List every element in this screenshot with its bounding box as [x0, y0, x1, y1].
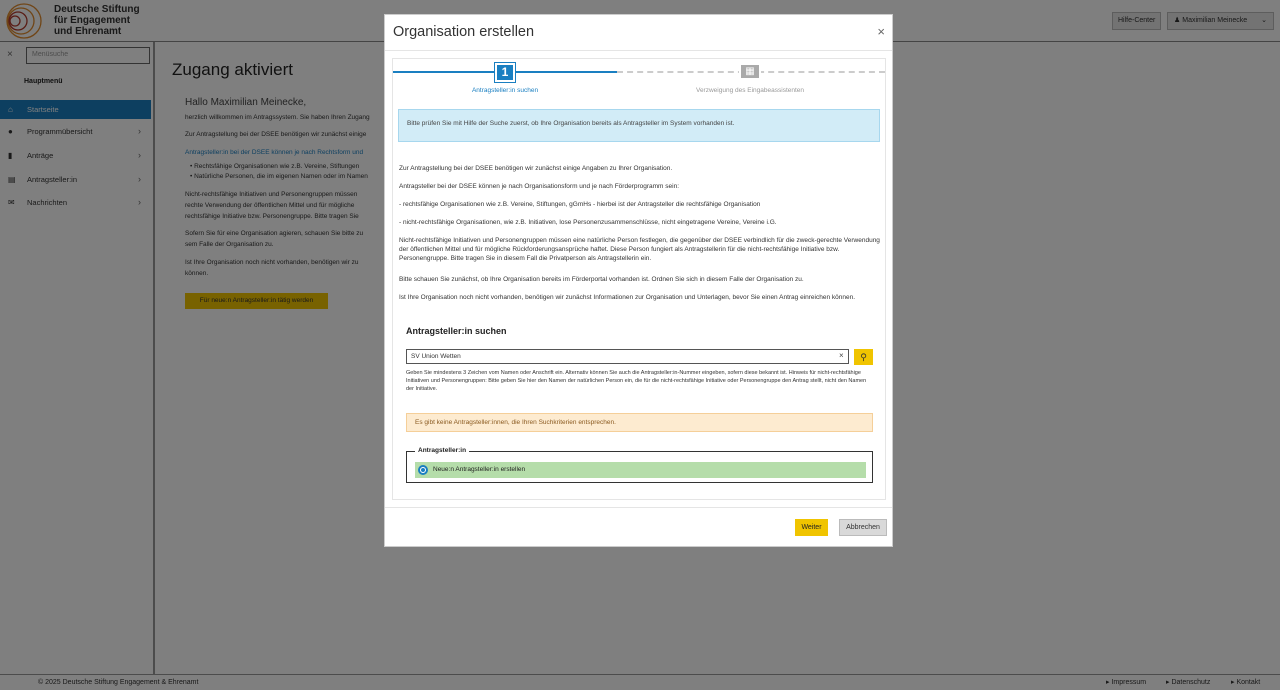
intro-paragraph: Zur Antragstellung bei der DSEE benötigen wir zunächst einige Angaben zu Ihrer Organisation.	[399, 165, 673, 172]
new-applicant-option[interactable]	[415, 462, 866, 478]
create-organisation-dialog	[384, 14, 893, 547]
intro-paragraph: Antragsteller bei der DSEE können je nach Organisationsform und je nach Förderprogramm sein:	[399, 183, 680, 190]
search-button[interactable]	[854, 349, 873, 365]
no-results-warning: Es gibt keine Antragsteller:innen, die Ihren Suchkriterien entsprechen.	[406, 413, 873, 432]
dialog-title: Organisation erstellen	[393, 24, 535, 40]
search-icon: ⚲	[860, 352, 867, 362]
intro-paragraph: - nicht-rechtsfähige Organisationen, wie z.B. Initiativen, lose Personenzusammenschlüsse, nicht eingetragene Vereine, Vereine i.G.	[399, 219, 777, 226]
divider	[385, 50, 892, 51]
cancel-button[interactable]: Abbrechen	[839, 519, 887, 536]
divider	[385, 507, 892, 508]
intro-paragraph: - rechtsfähige Organisationen wie z.B. Vereine, Stiftungen, gGmHs - hierbei ist der Antragsteller die rechtsfähige Organisation	[399, 201, 761, 208]
intro-paragraph: Bitte schauen Sie zunächst, ob Ihre Organisation bereits im Förderportal vorhanden ist. Ordnen Sie sich in diesem Falle der Organisation zu.	[399, 276, 804, 283]
sitemap-icon: ▦	[739, 63, 761, 80]
applicant-fieldset	[406, 447, 873, 483]
step-1-marker: 1	[495, 63, 515, 82]
intro-paragraph: Ist Ihre Organisation noch nicht vorhanden, benötigen wir zunächst Informationen zur Organisation und Unterlagen, bevor Sie einen Antrag einreichen können.	[399, 294, 856, 301]
close-icon[interactable]: ×	[877, 24, 885, 39]
step-2-label: Verzweigung des Eingabeassistenten	[695, 87, 805, 94]
info-alert: Bitte prüfen Sie mit Hilfe der Suche zuerst, ob Ihre Organisation bereits als Antragsteller im System vorhanden ist.	[398, 109, 880, 142]
search-section-title: Antragsteller:in suchen	[406, 326, 507, 336]
search-hint: Geben Sie mindestens 3 Zeichen vom Namen oder Anschrift ein. Alternativ können Sie auch die Antragsteller:in-Nummer eingeben, sofern diese bekannt ist. Hinweis für nicht-rechtsfähige Initiativen und Personengruppen: Bitte geben Sie hier den Namen der natürlichen Person ein, die für die nicht-rechtsfähige Initiative oder Personengruppe den Antrag stellt, nicht den Namen der Initiative.	[406, 370, 867, 392]
dialog-body	[392, 58, 886, 500]
applicant-search-input[interactable]: SV Union Wetten	[406, 349, 849, 364]
next-button[interactable]: Weiter	[795, 519, 828, 536]
step-1-label: Antragsteller:in suchen	[471, 87, 539, 94]
clear-icon[interactable]: ×	[839, 351, 844, 360]
fieldset-legend: Antragsteller:in	[415, 447, 469, 454]
radio-selected[interactable]	[418, 465, 428, 475]
option-label: Neue:n Antragsteller:in erstellen	[433, 466, 526, 473]
intro-paragraph: Nicht-rechtsfähige Initiativen und Personengruppen müssen eine natürliche Person festlegen, die gegenüber der DSEE verbindlich für die zweck-gerechte Verwendung der öffentlichen Mittel und für mögliche Rückforderungsansprüche haftet. Diese Person fungiert als Antragstellerin für die nicht-rechtsfähige Initiative bzw. Personengruppe. Bitte tragen Sie in diesem Fall die Privatperson als Antragstellerin ein.	[399, 237, 880, 262]
